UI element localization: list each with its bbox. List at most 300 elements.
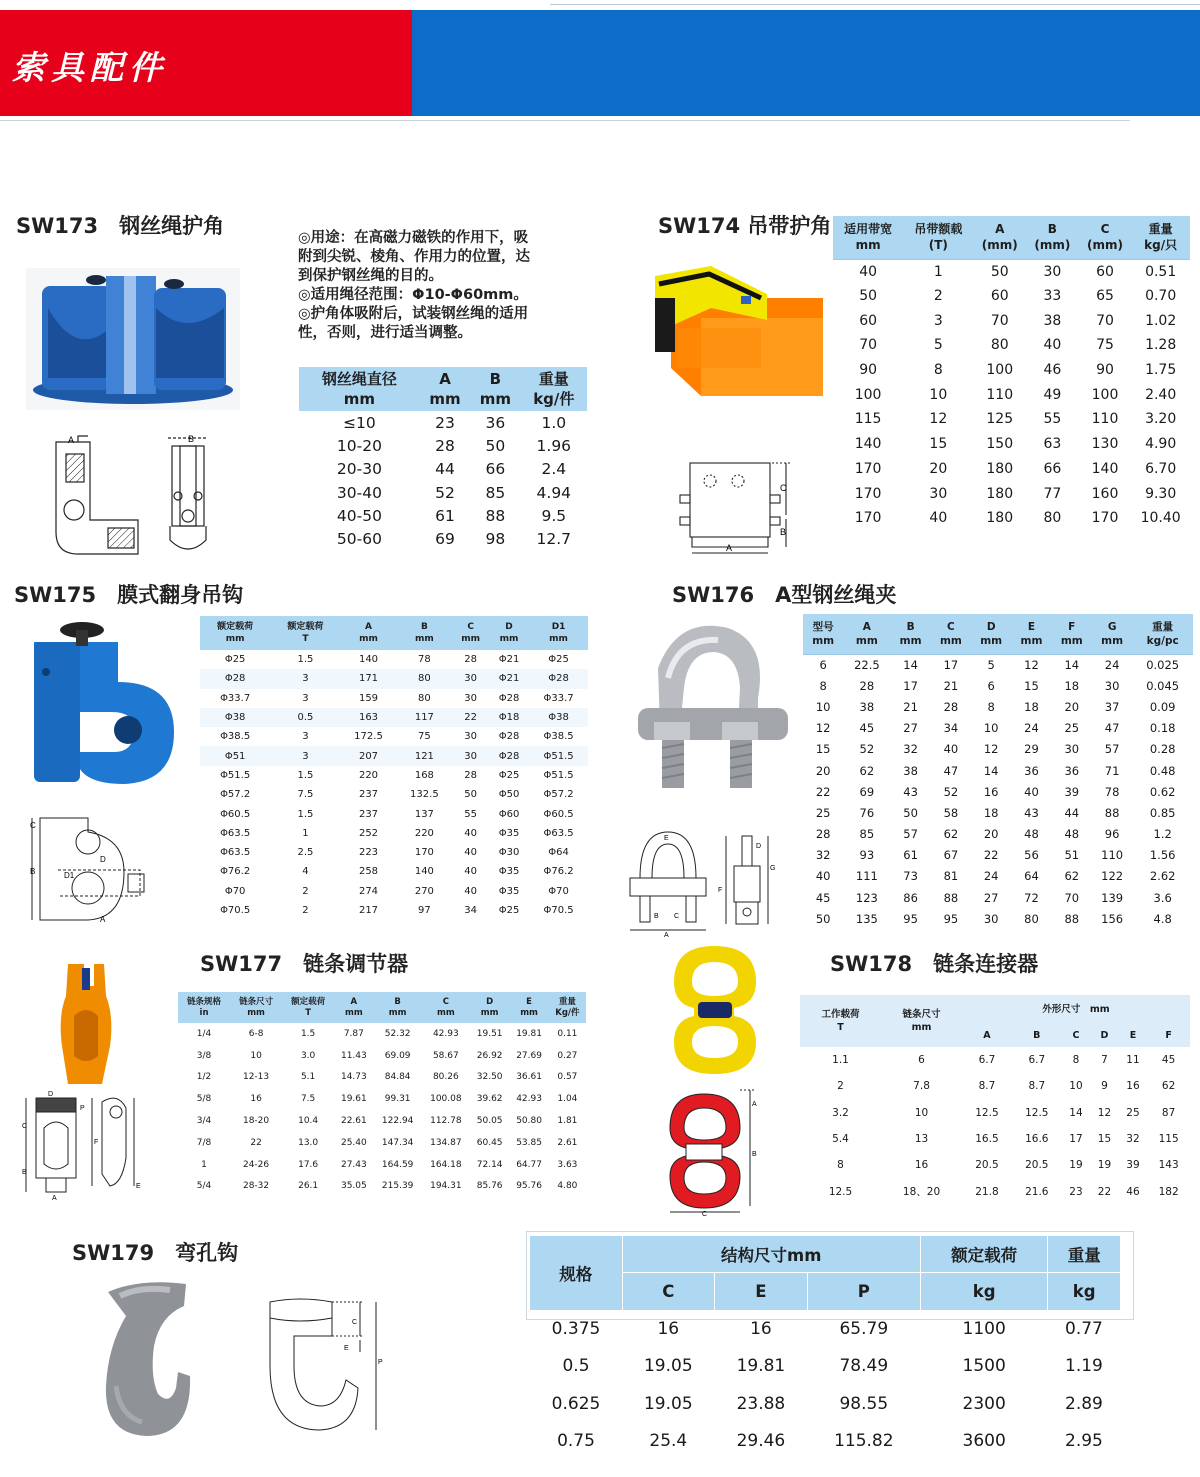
table-cell: 17 bbox=[943, 657, 959, 672]
table-cell: Φ76.2 bbox=[220, 866, 251, 878]
table-cell: Φ21 bbox=[498, 654, 520, 666]
table-cell: 8 bbox=[987, 699, 995, 714]
table-header-cell: 链条尺寸 mm bbox=[230, 992, 282, 1023]
table-cell: 12.5 bbox=[1025, 1106, 1049, 1119]
table-cell: 20 bbox=[983, 827, 999, 842]
sw173-desc-line: ◎用途：在高磁力磁铁的作用下，吸 bbox=[298, 230, 529, 246]
table-row bbox=[299, 411, 587, 434]
table-cell: 45 bbox=[1161, 1054, 1176, 1067]
table-cell: Φ70.5 bbox=[543, 905, 574, 916]
table-cell: Φ21 bbox=[498, 673, 520, 685]
sw177-title: SW177 链条调节器 bbox=[200, 952, 409, 976]
table-cell: 1 bbox=[302, 827, 309, 839]
table-cell: 115 bbox=[854, 411, 882, 428]
table-cell: 10.40 bbox=[1140, 510, 1181, 527]
table-cell: 26.92 bbox=[476, 1050, 503, 1061]
table-header-cell: E mm bbox=[1011, 614, 1051, 654]
table-cell: 159 bbox=[358, 692, 379, 704]
sw175-drawing-label: D bbox=[100, 855, 106, 864]
table-cell: 52 bbox=[435, 483, 455, 502]
table-row bbox=[803, 696, 1193, 717]
table-cell: 5/4 bbox=[196, 1181, 212, 1192]
table-cell: 80 bbox=[1024, 911, 1039, 926]
table-cell: 3600 bbox=[962, 1431, 1006, 1452]
table-cell: 0.09 bbox=[1149, 699, 1176, 714]
table-cell: 5.1 bbox=[300, 1072, 316, 1083]
table-cell: 171 bbox=[358, 673, 379, 685]
table-cell: 78 bbox=[418, 654, 431, 666]
sw177-drawing-label: C bbox=[22, 1123, 28, 1130]
table-cell: 10 bbox=[815, 699, 831, 714]
table-cell: 8.7 bbox=[1028, 1080, 1046, 1093]
table-cell: 44 bbox=[435, 460, 455, 479]
table-cell: 2.5 bbox=[297, 847, 314, 859]
table-cell: 1.0 bbox=[541, 413, 567, 432]
table-cell: 28 bbox=[815, 827, 831, 842]
table-header-cell: F mm bbox=[1052, 614, 1092, 654]
sw175-title: SW175 膜式翻身吊钩 bbox=[14, 583, 244, 607]
table-cell: 65.79 bbox=[839, 1318, 889, 1339]
table-cell: 75 bbox=[418, 731, 431, 743]
table-header-cell: D mm bbox=[971, 614, 1011, 654]
table-row bbox=[833, 382, 1190, 407]
sw174-drawing-label: C bbox=[780, 483, 787, 493]
table-cell: 0.025 bbox=[1146, 657, 1180, 672]
table-cell: 25 bbox=[815, 805, 831, 820]
table-cell: 0.045 bbox=[1146, 678, 1180, 693]
table-header-cell: 重量 kg/只 bbox=[1131, 216, 1190, 259]
table-cell: 223 bbox=[358, 847, 379, 859]
table-cell: 30 bbox=[929, 485, 948, 502]
table-row bbox=[200, 824, 588, 843]
table-row bbox=[200, 862, 588, 881]
table-header-cell: 额定载荷 T bbox=[282, 992, 334, 1023]
table-cell: Φ38 bbox=[548, 712, 569, 724]
table-cell: 100 bbox=[986, 362, 1014, 379]
table-row bbox=[200, 708, 588, 727]
table-cell: 115 bbox=[1158, 1133, 1179, 1146]
table-cell: 36.61 bbox=[516, 1072, 542, 1083]
table-header-cell: D mm bbox=[470, 992, 509, 1023]
table-cell: Φ70 bbox=[548, 885, 569, 897]
table-cell: Φ57.2 bbox=[220, 789, 251, 801]
sw177-drawing-label: A bbox=[52, 1195, 57, 1200]
table-cell: 12 bbox=[815, 721, 831, 736]
table-row bbox=[178, 1067, 586, 1089]
sw175-spec-table bbox=[200, 616, 588, 920]
table-cell: Φ60.5 bbox=[543, 808, 574, 820]
table-cell: 57 bbox=[1104, 742, 1120, 757]
table-cell: 42.93 bbox=[432, 1028, 459, 1039]
table-cell: 28 bbox=[464, 769, 477, 781]
sw178-drawing-label: C bbox=[702, 1211, 708, 1216]
table-cell: 50-60 bbox=[336, 530, 382, 549]
table-cell: 30 bbox=[983, 911, 999, 926]
table-cell: 1.04 bbox=[557, 1094, 578, 1105]
table-cell: 21 bbox=[903, 699, 918, 714]
table-cell: 5.4 bbox=[832, 1133, 849, 1146]
table-cell: 14 bbox=[983, 763, 999, 778]
table-cell: 7 bbox=[1101, 1054, 1108, 1067]
table-header-cell: 工作载荷 T bbox=[800, 995, 881, 1047]
table-cell: 40 bbox=[929, 510, 948, 527]
table-cell: 46 bbox=[1126, 1185, 1140, 1198]
table-cell: 19.81 bbox=[736, 1356, 786, 1377]
table-cell: 220 bbox=[414, 827, 434, 839]
table-cell: 34 bbox=[464, 905, 477, 916]
table-header-cell: D1 mm bbox=[529, 616, 588, 650]
sw177-drawing bbox=[22, 1088, 146, 1200]
table-cell: 63 bbox=[1043, 436, 1062, 453]
table-cell: 7.5 bbox=[297, 789, 314, 801]
table-cell: 22 bbox=[250, 1137, 262, 1148]
table-cell: 16 bbox=[914, 1159, 929, 1172]
table-cell: Φ18 bbox=[498, 712, 520, 724]
table-cell: 25 bbox=[1064, 721, 1080, 736]
table-cell: 66 bbox=[485, 460, 506, 479]
table-cell: 53.85 bbox=[516, 1137, 542, 1148]
table-cell: 10 bbox=[250, 1050, 262, 1061]
table-cell: 7.87 bbox=[343, 1028, 364, 1039]
table-cell: 34 bbox=[943, 721, 959, 736]
table-cell: Φ60.5 bbox=[220, 808, 251, 820]
table-row bbox=[530, 1310, 1120, 1348]
table-header-row bbox=[803, 614, 1193, 654]
table-header-cell: 结构尺寸mm bbox=[622, 1236, 920, 1272]
table-cell: 50 bbox=[464, 789, 477, 801]
table-cell: 38 bbox=[859, 699, 875, 714]
table-cell: 12.5 bbox=[828, 1185, 853, 1198]
table-cell: 23 bbox=[1069, 1185, 1083, 1198]
table-cell: 16 bbox=[750, 1318, 772, 1339]
sw174-spec-table bbox=[833, 216, 1190, 531]
table-cell: 5 bbox=[933, 337, 943, 354]
table-cell: 0.625 bbox=[551, 1393, 601, 1414]
table-cell: 1.5 bbox=[297, 808, 314, 820]
table-cell: 2.95 bbox=[1065, 1431, 1103, 1452]
table-cell: 96 bbox=[1104, 827, 1120, 842]
table-cell: 5/8 bbox=[196, 1094, 212, 1105]
table-cell: 39 bbox=[1064, 784, 1080, 799]
table-header-cell: 额定载荷 bbox=[920, 1236, 1048, 1272]
table-cell: Φ28 bbox=[498, 750, 520, 762]
table-cell: 47 bbox=[1104, 721, 1120, 736]
table-cell: 40 bbox=[859, 263, 878, 280]
table-cell: 16.6 bbox=[1025, 1133, 1049, 1146]
table-cell: 51 bbox=[1064, 848, 1080, 863]
table-cell: 60 bbox=[990, 288, 1009, 305]
table-cell: Φ28 bbox=[498, 731, 520, 743]
table-cell: 8 bbox=[837, 1159, 844, 1172]
table-row bbox=[200, 882, 588, 901]
header-title: 索具配件 bbox=[12, 48, 168, 87]
table-cell: 60 bbox=[859, 312, 878, 329]
table-cell: 98 bbox=[485, 530, 506, 549]
table-row bbox=[833, 333, 1190, 358]
table-header-cell: A mm bbox=[420, 367, 470, 411]
sw175-drawing-label: B bbox=[30, 867, 36, 876]
table-header-cell: 吊带额载 (T) bbox=[903, 216, 973, 259]
table-cell: 170 bbox=[854, 460, 882, 477]
table-cell: 62 bbox=[1161, 1080, 1176, 1093]
table-cell: 125 bbox=[986, 411, 1014, 428]
table-cell: 93 bbox=[859, 848, 875, 863]
table-cell: 143 bbox=[1158, 1159, 1179, 1172]
table-cell: 4.8 bbox=[1153, 911, 1172, 926]
sw175-drawing-label: D1 bbox=[64, 871, 75, 880]
table-row bbox=[299, 458, 587, 481]
table-cell: 2 bbox=[933, 288, 943, 305]
table-cell: Φ38.5 bbox=[543, 731, 574, 743]
table-cell: 1/2 bbox=[196, 1072, 212, 1083]
table-cell: 48 bbox=[1024, 827, 1039, 842]
table-cell: 66 bbox=[1043, 460, 1062, 477]
table-cell: 2.89 bbox=[1065, 1393, 1103, 1414]
table-cell: 37 bbox=[1104, 699, 1120, 714]
table-cell: Φ28 bbox=[498, 692, 520, 704]
table-cell: 137 bbox=[414, 808, 434, 820]
table-cell: 1.5 bbox=[297, 769, 314, 781]
sw175-photo bbox=[24, 612, 200, 790]
table-cell: 50 bbox=[859, 288, 878, 305]
table-cell: 20.5 bbox=[975, 1159, 999, 1172]
table-header-cell: A mm bbox=[334, 992, 373, 1023]
table-cell: 16 bbox=[983, 784, 999, 799]
table-cell: 46 bbox=[1043, 362, 1062, 379]
table-cell: Φ35 bbox=[498, 827, 520, 839]
table-header-cell: C mm bbox=[422, 992, 470, 1023]
table-cell: Φ63.5 bbox=[543, 827, 574, 839]
table-cell: 40 bbox=[464, 847, 477, 859]
table-cell: 1.56 bbox=[1149, 848, 1176, 863]
table-cell: 0.51 bbox=[1145, 263, 1177, 280]
table-cell: 19 bbox=[1097, 1159, 1112, 1172]
sw173-title: SW173 钢丝绳护角 bbox=[16, 214, 225, 238]
table-cell: 87 bbox=[1161, 1106, 1176, 1119]
table-cell: 1100 bbox=[962, 1318, 1006, 1339]
table-cell: 80 bbox=[418, 673, 431, 685]
table-header-cell: 链条规格 in bbox=[178, 992, 230, 1023]
table-cell: 0.18 bbox=[1149, 721, 1176, 736]
table-cell: Φ33.7 bbox=[543, 692, 574, 704]
table-cell: Φ25 bbox=[498, 905, 520, 916]
table-cell: 47 bbox=[943, 763, 959, 778]
table-cell: 14 bbox=[1064, 657, 1080, 672]
table-cell: 117 bbox=[414, 712, 434, 724]
table-row bbox=[200, 650, 588, 669]
table-header-cell: 重量 bbox=[1048, 1236, 1120, 1272]
header-top-rule bbox=[550, 4, 1200, 5]
table-cell: 17 bbox=[1069, 1133, 1083, 1146]
sw176-photo bbox=[618, 608, 802, 808]
table-cell: 60 bbox=[1096, 263, 1114, 280]
table-cell: 10-20 bbox=[336, 436, 382, 455]
table-cell: Φ25 bbox=[548, 654, 569, 666]
table-cell: 62 bbox=[859, 763, 875, 778]
table-cell: 15 bbox=[1024, 678, 1039, 693]
table-header-cell: 适用带宽 mm bbox=[833, 216, 903, 259]
table-header-cell: C mm bbox=[931, 614, 971, 654]
table-cell: Φ25 bbox=[224, 654, 246, 666]
table-row bbox=[200, 766, 588, 785]
table-cell: 0.85 bbox=[1149, 805, 1176, 820]
table-cell: 2 bbox=[302, 885, 309, 897]
table-header-cell: 规格 bbox=[530, 1236, 622, 1310]
table-row bbox=[200, 746, 588, 765]
sw175-drawing bbox=[28, 812, 158, 926]
table-cell: Φ30 bbox=[498, 847, 520, 859]
table-cell: 111 bbox=[855, 869, 878, 884]
table-cell: 15 bbox=[929, 436, 948, 453]
table-cell: 40 bbox=[464, 866, 477, 878]
table-cell: 12 bbox=[1097, 1106, 1112, 1119]
table-cell: 88 bbox=[943, 890, 959, 905]
table-cell: 139 bbox=[1101, 890, 1124, 905]
table-cell: 70 bbox=[990, 312, 1009, 329]
table-cell: 33 bbox=[1043, 288, 1062, 305]
table-cell: 1.19 bbox=[1065, 1356, 1103, 1377]
table-cell: 1.75 bbox=[1145, 362, 1177, 379]
table-cell: 15 bbox=[815, 742, 831, 757]
table-cell: 6.7 bbox=[1028, 1054, 1046, 1067]
table-cell: 164.18 bbox=[430, 1159, 462, 1170]
table-row bbox=[803, 760, 1193, 781]
table-row bbox=[178, 1176, 586, 1198]
table-header-cell: D mm bbox=[489, 616, 529, 650]
table-cell: 95.76 bbox=[516, 1181, 542, 1192]
table-cell: 12 bbox=[929, 411, 948, 428]
table-row bbox=[803, 866, 1193, 887]
table-cell: 61 bbox=[435, 506, 455, 525]
table-cell: 112.78 bbox=[430, 1116, 462, 1127]
sw174-drawing-label: A bbox=[726, 543, 733, 553]
table-cell: ≤10 bbox=[343, 413, 376, 432]
table-cell: 132.5 bbox=[410, 789, 439, 801]
sw173-description bbox=[298, 229, 588, 343]
table-cell: 99.31 bbox=[384, 1094, 411, 1105]
table-cell: 40-50 bbox=[336, 506, 382, 525]
table-header-cell: C bbox=[1062, 1023, 1091, 1047]
table-cell: Φ76.2 bbox=[543, 866, 574, 878]
table-cell: 32 bbox=[815, 848, 831, 863]
table-cell: 52 bbox=[859, 742, 875, 757]
table-cell: 12.7 bbox=[536, 530, 572, 549]
table-cell: 19 bbox=[1069, 1159, 1083, 1172]
table-cell: 100.08 bbox=[430, 1094, 462, 1105]
table-cell: 115.82 bbox=[834, 1431, 894, 1452]
table-row bbox=[833, 284, 1190, 309]
table-cell: 14.73 bbox=[340, 1072, 367, 1083]
table-cell: 12.5 bbox=[975, 1106, 999, 1119]
sw177-photo bbox=[54, 956, 116, 1090]
table-cell: 28 bbox=[464, 654, 477, 666]
table-cell: 98.55 bbox=[839, 1393, 889, 1414]
table-cell: 45 bbox=[859, 721, 875, 736]
table-row bbox=[178, 1154, 586, 1176]
table-cell: 20 bbox=[815, 763, 831, 778]
table-cell: 50 bbox=[815, 911, 831, 926]
table-cell: 6 bbox=[987, 678, 995, 693]
table-cell: Φ70 bbox=[224, 885, 246, 897]
table-cell: 121 bbox=[414, 750, 434, 762]
table-cell: 88 bbox=[1064, 911, 1080, 926]
table-row bbox=[178, 1045, 586, 1067]
table-cell: 10 bbox=[914, 1106, 929, 1119]
table-cell: 49 bbox=[1043, 386, 1062, 403]
table-cell: 3 bbox=[302, 673, 309, 685]
table-cell: 42.93 bbox=[516, 1094, 542, 1105]
table-cell: 50.05 bbox=[476, 1116, 503, 1127]
table-cell: 52 bbox=[943, 784, 959, 799]
table-cell: 140 bbox=[358, 654, 379, 666]
table-cell: 88 bbox=[485, 506, 506, 525]
table-cell: 8 bbox=[1072, 1054, 1080, 1067]
table-cell: 40 bbox=[1024, 784, 1039, 799]
table-header-row bbox=[299, 367, 587, 411]
table-cell: 27 bbox=[983, 890, 999, 905]
table-header-cell: B mm bbox=[396, 616, 452, 650]
table-cell: 10 bbox=[983, 721, 999, 736]
table-cell: 0.48 bbox=[1149, 763, 1176, 778]
sw173-photo bbox=[26, 268, 240, 410]
sw178-drawing-label: B bbox=[752, 1151, 757, 1158]
table-cell: 61 bbox=[903, 848, 918, 863]
table-row bbox=[530, 1423, 1120, 1461]
table-row bbox=[178, 1088, 586, 1110]
table-cell: 180 bbox=[986, 510, 1014, 527]
table-header-cell: A mm bbox=[843, 614, 890, 654]
table-row bbox=[800, 1126, 1190, 1152]
table-cell: 27 bbox=[903, 721, 918, 736]
table-cell: 23 bbox=[435, 413, 455, 432]
table-cell: 39 bbox=[1126, 1159, 1140, 1172]
table-cell: 135 bbox=[855, 911, 878, 926]
table-cell: Φ25 bbox=[498, 769, 520, 781]
table-cell: 16 bbox=[1126, 1080, 1140, 1093]
sw173-desc-line: ◎护角体吸附后，试装钢丝绳的适用 bbox=[298, 306, 529, 322]
header-bottom-rule bbox=[0, 120, 1130, 121]
table-cell: 13 bbox=[914, 1133, 929, 1146]
table-cell: 25.40 bbox=[340, 1137, 367, 1148]
table-header-cell: E mm bbox=[509, 992, 548, 1023]
table-cell: 22.5 bbox=[854, 657, 880, 672]
table-cell: 207 bbox=[358, 750, 379, 762]
table-cell: 24 bbox=[983, 869, 999, 884]
table-row bbox=[833, 457, 1190, 482]
sw177-spec-table bbox=[178, 992, 586, 1197]
sw175-drawing-label: C bbox=[30, 821, 36, 830]
table-row bbox=[530, 1385, 1120, 1423]
table-cell: 123 bbox=[855, 890, 878, 905]
table-cell: 220 bbox=[358, 769, 379, 781]
table-cell: 29.46 bbox=[736, 1431, 786, 1452]
table-cell: 2300 bbox=[962, 1393, 1006, 1414]
sw179-photo bbox=[100, 1276, 194, 1442]
sw173-spec-table bbox=[299, 367, 587, 551]
table-cell: 150 bbox=[986, 436, 1014, 453]
table-header-cell: B mm bbox=[890, 614, 930, 654]
table-cell: 18 bbox=[1064, 678, 1080, 693]
table-cell: 14 bbox=[1069, 1106, 1083, 1119]
table-cell: Φ28 bbox=[224, 673, 246, 685]
table-cell: 3 bbox=[933, 312, 943, 329]
table-header-cell: B bbox=[1012, 1023, 1062, 1047]
table-header-cell: 钢丝绳直径 mm bbox=[299, 367, 420, 411]
table-cell: 55 bbox=[464, 808, 477, 820]
table-cell: Φ63.5 bbox=[220, 847, 251, 859]
header-blue-band bbox=[412, 10, 1200, 116]
table-cell: 8.7 bbox=[978, 1080, 996, 1093]
